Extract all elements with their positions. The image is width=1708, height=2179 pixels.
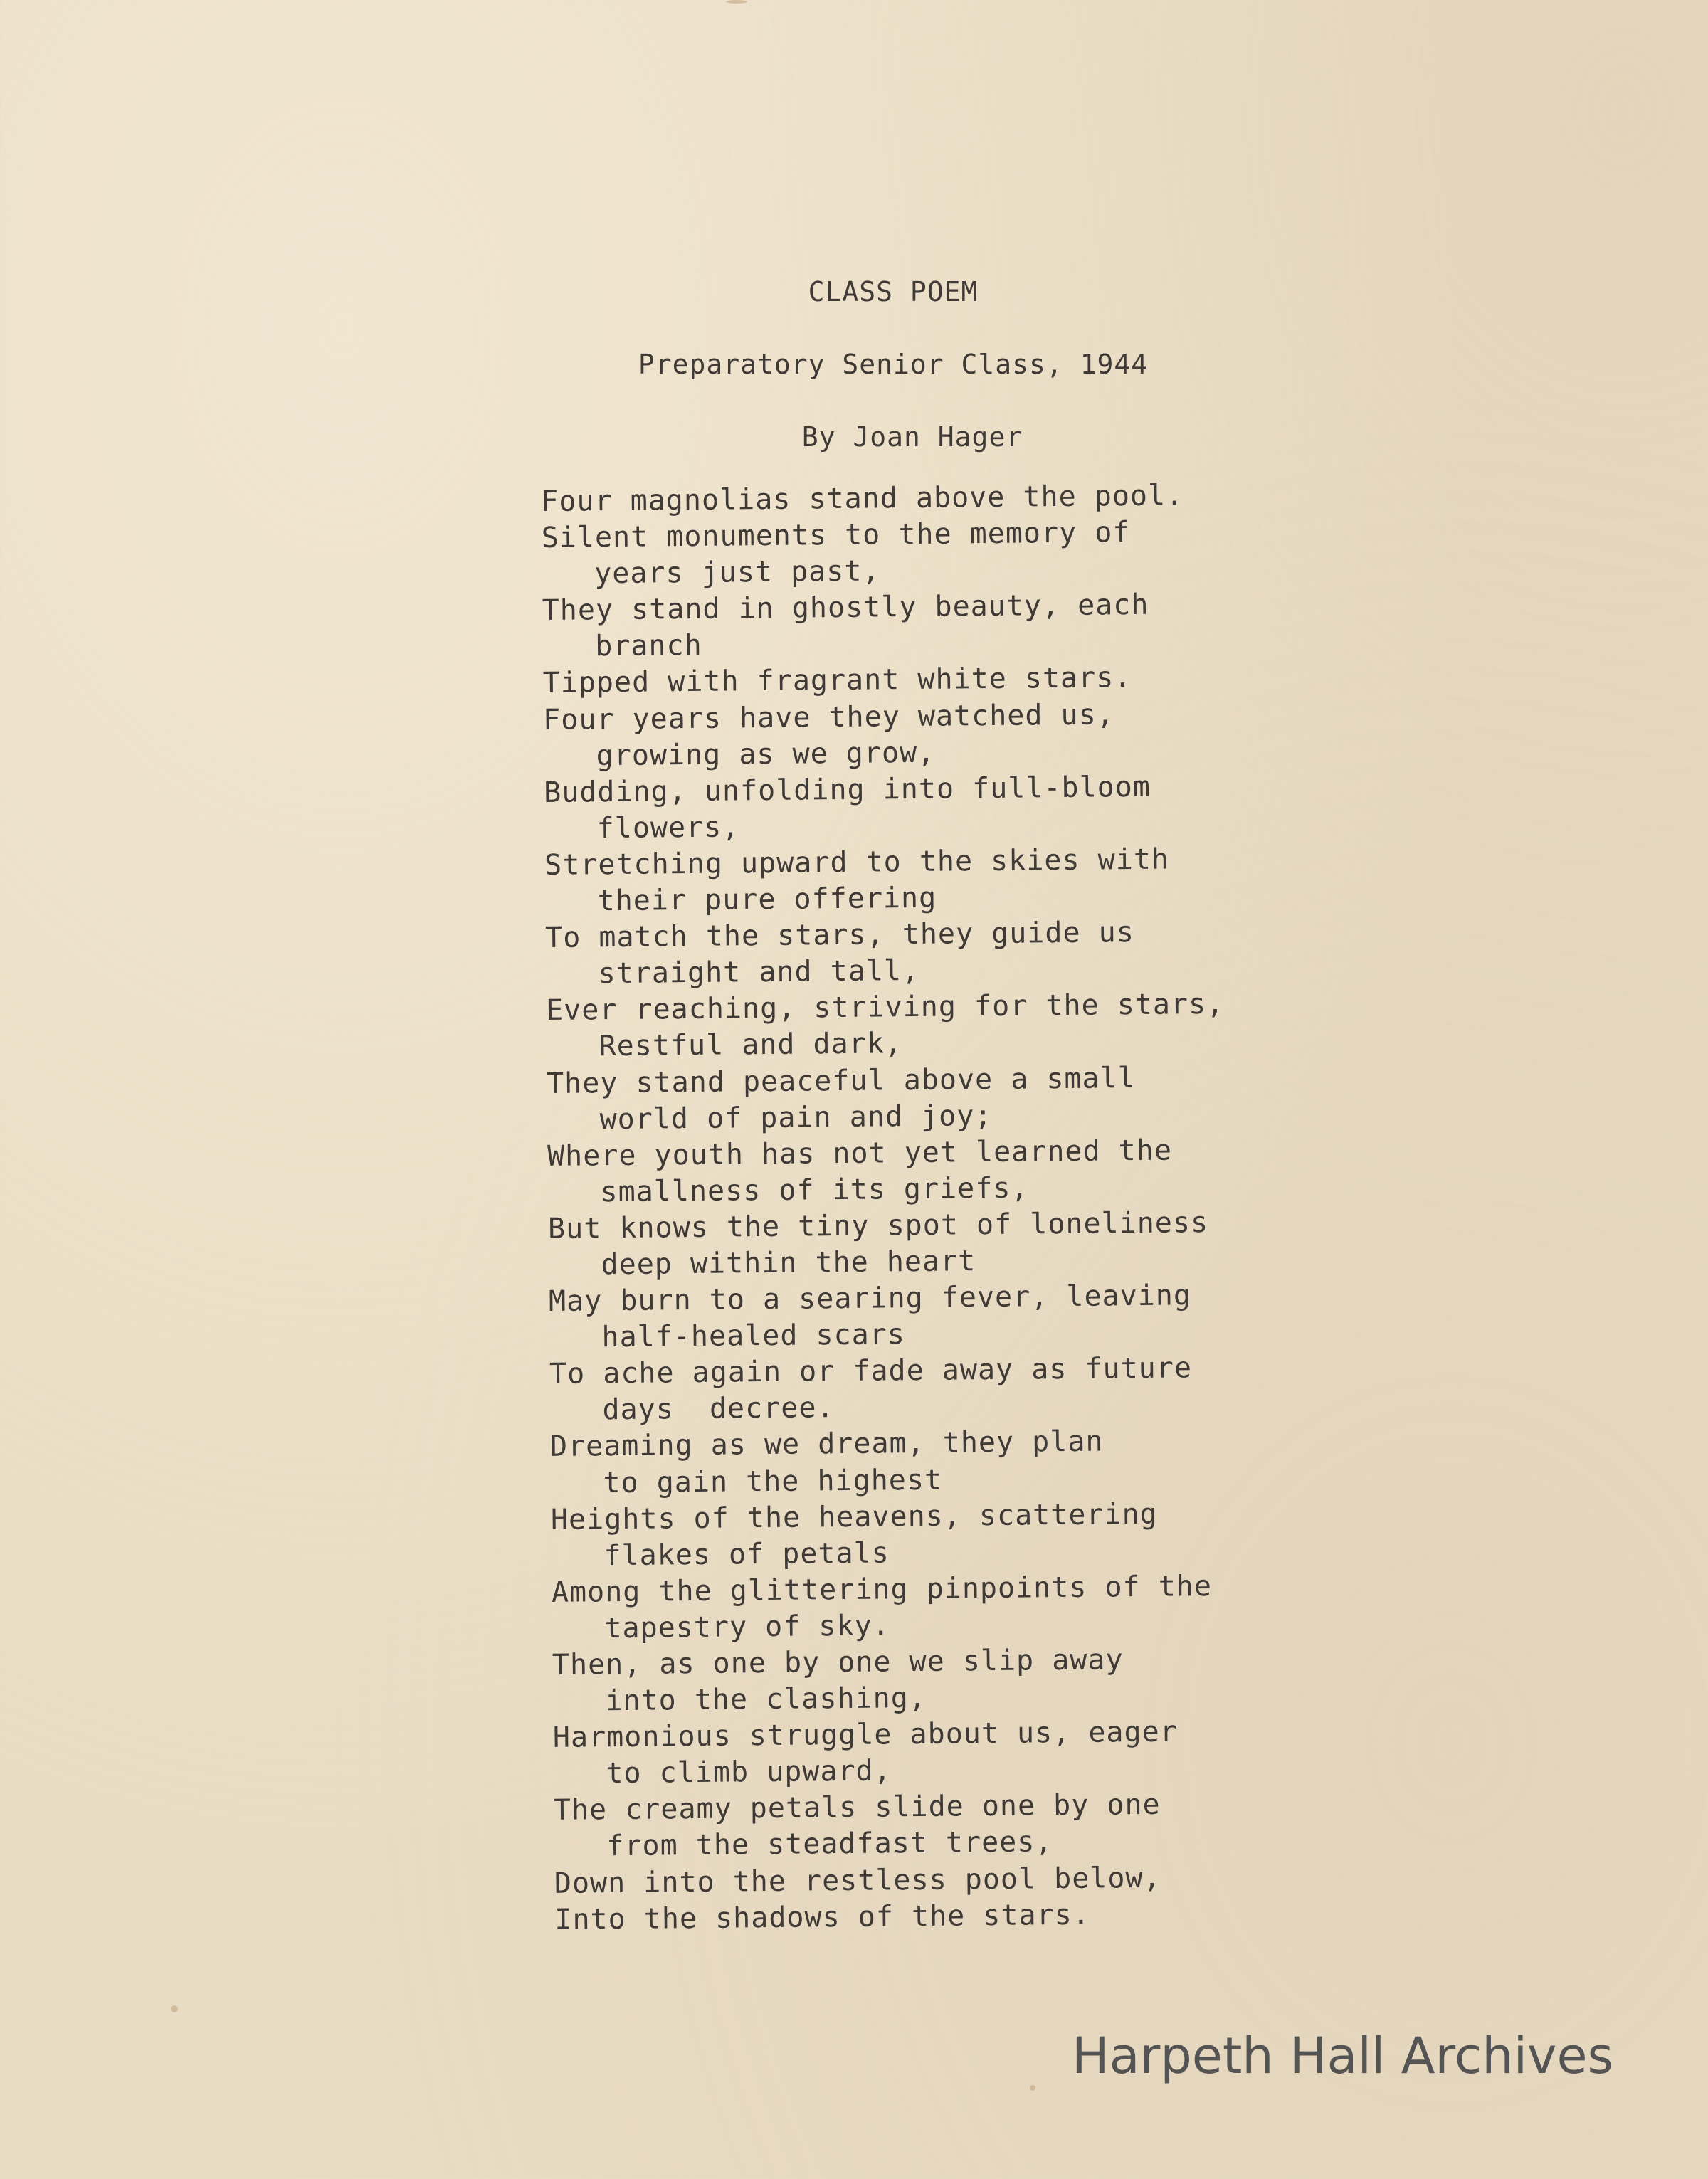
paper-spot	[171, 2005, 178, 2012]
poem-line: days decree.	[602, 1391, 835, 1427]
poem-line: Four years have they watched us,	[542, 697, 1114, 737]
poem-line: Where youth has not yet learned the	[547, 1134, 1173, 1173]
poem-line: Into the shadows of the stars.	[554, 1898, 1091, 1936]
poem-line: branch	[594, 629, 702, 663]
poem-line: growing as we grow,	[596, 736, 936, 772]
poem-line: May burn to a searing fever, leaving	[548, 1279, 1192, 1319]
poem-line: Ever reaching, striving for the stars,	[545, 988, 1225, 1028]
poem-line: Four magnolias stand above the pool.	[541, 479, 1184, 518]
poem-line: To ache again or fade away as future	[549, 1351, 1193, 1391]
poem-line: Dreaming as we dream, they plan	[549, 1425, 1104, 1464]
poem-line: To match the stars, they guide us	[544, 916, 1135, 955]
archive-watermark: Harpeth Hall Archives	[1072, 2027, 1613, 2085]
poem-line: their pure offering	[597, 881, 937, 918]
poem-subtitle: Preparatory Senior Class, 1944	[638, 349, 1149, 380]
poem-line: Budding, unfolding into full-bloom	[543, 770, 1151, 809]
poem-line: from the steadfast trees,	[606, 1825, 1053, 1863]
poem-line: Silent monuments to the memory of	[541, 516, 1131, 555]
poem-line: years just past,	[594, 554, 880, 591]
poem-line: Harmonious struggle about us, eager	[552, 1715, 1178, 1755]
poem-line: world of pain and joy;	[599, 1099, 993, 1136]
poem-byline: By Joan Hager	[801, 421, 1023, 453]
poem-line: Stretching upward to the skies with	[544, 843, 1170, 882]
poem-line: flakes of petals	[603, 1536, 890, 1572]
poem-line: half-healed scars	[601, 1318, 906, 1354]
poem-line: Heights of the heavens, scattering	[550, 1497, 1158, 1536]
poem-line: Restful and dark,	[599, 1027, 903, 1063]
poem-line: to climb upward,	[606, 1754, 892, 1790]
poem-line: deep within the heart	[601, 1245, 976, 1282]
poem-line: But knows the tiny spot of loneliness	[547, 1205, 1209, 1245]
poem-line: Then, as one by one we slip away	[552, 1643, 1124, 1682]
poem-body	[541, 478, 1233, 1938]
poem-line: flowers,	[596, 811, 740, 845]
poem-line: to gain the highest	[603, 1463, 943, 1499]
poem-line: They stand in ghostly beauty, each	[542, 589, 1149, 628]
poem-line: Among the glittering pinpoints of the	[551, 1569, 1213, 1609]
poem-title: CLASS POEM	[808, 276, 979, 307]
poem-line: Down into the restless pool below,	[554, 1861, 1161, 1900]
poem-line: Tipped with fragrant white stars.	[542, 661, 1132, 700]
poem-line: tapestry of sky.	[604, 1609, 890, 1645]
poem-line: smallness of its griefs,	[600, 1171, 1029, 1209]
poem-line: The creamy petals slide one by one	[553, 1788, 1161, 1827]
poem-line: straight and tall,	[598, 954, 920, 991]
paper-spot	[1030, 2085, 1035, 2091]
paper-spot	[726, 0, 747, 4]
poem-line: into the clashing,	[605, 1681, 927, 1718]
poem-line: They stand peaceful above a small	[546, 1061, 1136, 1100]
